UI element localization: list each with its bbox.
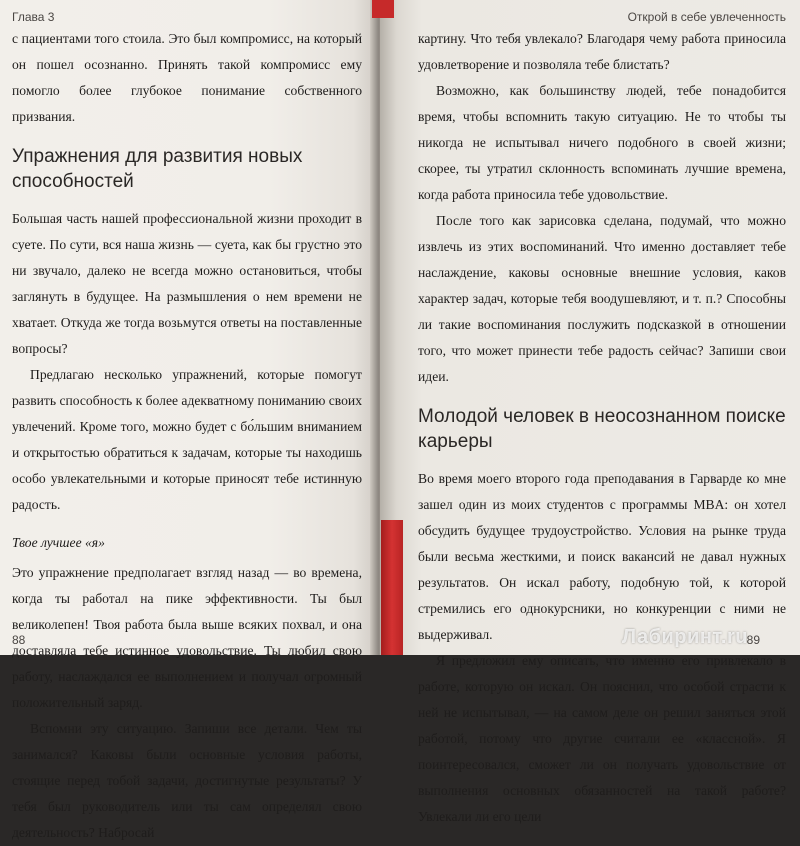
paragraph: Во время моего второго года преподавания в Гарварде ко мне зашел один из моих студентов с программы MBA: он хотел обсудить будущее трудоустройство. Условия на рынке труда были весьма жесткими, и поиск вакансий не давал нужных результатов. Он искал работу, подобную той, к которой стремились его однокурсники, но конкуренции с ними не выдерживал. [418,471,786,642]
paragraph: Я предложил ему описать, что именно его привлекало в работе, которую он искал. Он пояснил, что особой страсти к ней не испытывал, — на самом деле он решил заняться этой работой, потому что другие считали ее «классной». Я поинтересовался, сможет ли он получать удовольствие от выполнения основных обязанностей на такой работе? Увлекали ли его цели [418,653,786,824]
paragraph: Возможно, как большинству людей, тебе понадобится время, чтобы вспомнить такую ситуацию. Не то чтобы ты никогда не испытывал ничего подобного в своей жизни; скорее, ты утратил склонность вспоминать лучшие времена, когда работа приносила тебе удовольствие. [418,83,786,202]
continuation-paragraph: с пациентами того стоила. Это был компромисс, на который он пошел осознанно. Принять такой компромисс ему помогло более глубокое понимание собственного призвания. [12,31,362,124]
paragraph: Предлагаю несколько упражнений, которые помогут развить способность к более адекватному пониманию своих увлечений. Кроме того, можно будет с бо́льшим вниманием и открытостью обратиться к задачам, которые ты находишь особо увлекательными и которые приносят тебе истинную радость. [12,367,362,512]
chapter-header: Глава 3 [12,10,55,24]
page-number-left: 88 [12,633,26,647]
paragraph: После того как зарисовка сделана, подумай, что можно извлечь из этих воспоминаний. Что именно доставляет тебе наслаждение, каковы основные внешние условия, каков характер задач, которые тебя воодушевляют, и т. п.? Способны ли такие воспоминания послужить подсказкой в отношении того, что может принести тебе радость сейчас? Запиши свои идеи. [418,213,786,384]
bookmark-ribbon [381,520,403,655]
book-title-header: Открой в себе увлеченность [627,10,786,24]
left-page [0,0,384,840]
section-heading-exercises: Упражнения для развития новых способностей [12,146,303,192]
paragraph: Большая часть нашей профессиональной жизни проходит в суете. По сути, вся наша жизнь — суета, как бы грустно это ни звучало, далеко не всегда можно остановиться, чтобы заглянуть в будущее. На размышления о нем времени не хватает. Откуда же тогда возьмутся ответы на поставленные вопросы? [12,211,362,356]
paragraph: Вспомни эту ситуацию. Запиши все детали. Чем ты занимался? Каковы были основные условия работы, стоящие перед тобой задачи, достигнутые результаты? У тебя был руководитель или ты сам определял свою деятельность? Набросай [12,721,362,840]
paragraph: картину. Что тебя увлекало? Благодаря чему работа приносила удовлетворение и позволяла тебе блистать? [418,31,786,72]
labirint-watermark: Лабиринт.ru [622,626,748,648]
bookmark-ribbon-top [372,0,394,18]
exercise-subheading: Твое лучшее «я» [12,535,105,550]
page-number-right: 89 [746,633,760,647]
paragraph: Это упражнение предполагает взгляд назад — во времена, когда ты работал на пике эффективности. Ты был великолепен! Твоя работа была выше всяких похвал, и она доставляла тебе истинное удовольствие. Ты любил свою работу, наслаждался ее выполнением и получал огромный положительный заряд. [12,565,362,710]
section-heading-young-man: Молодой человек в неосознанном поиске карьеры [418,406,786,452]
right-page [380,0,800,824]
